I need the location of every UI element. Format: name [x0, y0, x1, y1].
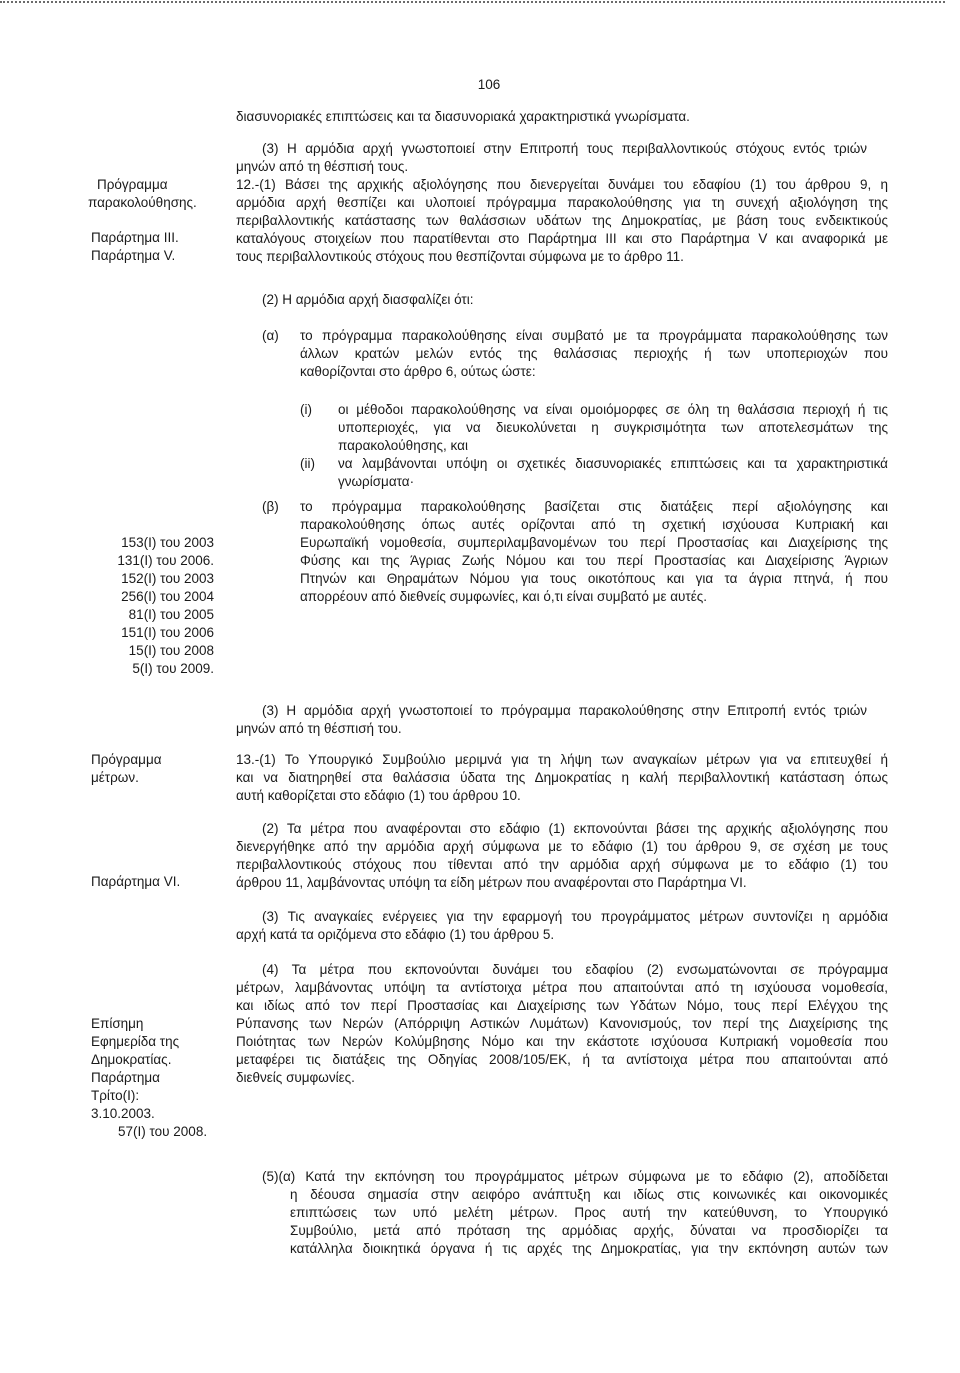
- text-line: 152(I) του 2003: [121, 571, 214, 586]
- text-line: το πρόγραμμα παρακολούθησης βασίζεται στις διατάξεις περί αξιολόγησης και: [300, 499, 888, 514]
- text-line: μηνών από τη θέσπισή τους.: [236, 159, 409, 174]
- text-line: Συμβούλιο, μετά από πρόταση της αρμόδιας αρχής, δύναται να προσδιορίζει τα: [290, 1223, 888, 1238]
- text-line: 15(I) του 2008: [128, 643, 214, 658]
- text-line: Ρύπανσης των Νερών (Απόρριψη Αστικών Λυμάτων) Κανονισμούς, τον περί της Διαχείρισης της: [236, 1016, 888, 1031]
- text-line: Παράρτημα III.: [91, 230, 179, 245]
- text-line: άλλων κρατών μελών εντός της θαλάσσιας περιοχής ή των υποπεριοχών που: [300, 346, 888, 361]
- text-line: (3) Τις αναγκαίες ενέργειες για την εφαρμογή του προγράμματος μέτρων συντονίζει η αρμόδια: [262, 909, 888, 924]
- text-line: Φύσης και της Άγριας Ζωής Νόμου και του περί Προστασίας και Διαχείρισης Άγριων: [300, 553, 888, 568]
- text-line: καταλόγους στοιχείων που παρατίθενται στο Παράρτημα III και στο Παράρτημα V και αναφορικά με: [236, 231, 888, 246]
- margin-note-gazette: [91, 1015, 221, 1123]
- text-line: Πτηνών και Θηραμάτων Νόμου για τους οικοτόπους και για τα άγρια πτηνά, ή που: [300, 571, 888, 586]
- text-line: παρακολούθησης όπως αυτές ορίζονται από τη σχετική ισχύουσα Κυπριακή και: [300, 517, 888, 532]
- text-line: Παράρτημα V.: [91, 248, 176, 263]
- text-line: διενεργήθηκε από την αρμόδια αρχή σύμφωνα με το εδάφιο (1) του άρθρου 9, σε σχέση με τους: [236, 839, 888, 854]
- text-line: επιπτώσεις των υπό μελέτη μέτρων. Προς αυτή την κατεύθυνση, το Υπουργικό: [290, 1205, 888, 1220]
- margin-note-annexes: [91, 229, 221, 265]
- article-13-paragraph-4: [236, 961, 888, 1087]
- text-line: αυτή καθορίζεται στο εδάφιο (1) του άρθρου 10.: [236, 788, 521, 803]
- item-label-alpha: (α): [262, 328, 279, 343]
- item-alpha-text: [300, 327, 888, 381]
- text-line: 13.-(1) Το Υπουργικό Συμβούλιο μεριμνά για τη λήψη των αναγκαίων μέτρων για να επιτευχθεί ή: [236, 752, 888, 767]
- margin-note-law-references: [86, 534, 214, 678]
- text-line: και να διατηρηθεί στα θαλάσσια ύδατα της Δημοκρατίας η καλή περιβαλλοντική κατάσταση όπως: [236, 770, 888, 785]
- text-line: Επίσημη: [91, 1016, 144, 1031]
- margin-note-gazette-law: 57(I) του 2008.: [118, 1124, 208, 1139]
- article-13-paragraph-1: [236, 751, 888, 805]
- text-line: αρμόδια αρχή θεσπίζει και υλοποιεί πρόγραμμα παρακολούθησης για τη συνεχή αξιολόγηση της: [236, 195, 888, 210]
- text-line: 131(I) του 2006.: [117, 553, 214, 568]
- text-line: παρακολούθησης, και: [338, 438, 468, 453]
- text-line: απορρέουν από διεθνείς συμφωνίες, και ό,τι είναι συμβατό με αυτές.: [300, 589, 708, 604]
- text-line: Ευρωπαϊκή νομοθεσία, συμπεριλαμβανομένων του περί Προστασίας και Διαχείρισης της: [300, 535, 888, 550]
- text-line: 3.10.2003.: [91, 1106, 155, 1121]
- text-line: μηνών από τη θέσπισή του.: [236, 721, 402, 736]
- article-12-paragraph-1: [236, 176, 888, 266]
- text-line: Δημοκρατίας.: [91, 1052, 172, 1067]
- text-line: Εφημερίδα της: [91, 1034, 180, 1049]
- item-beta-text: [300, 498, 888, 606]
- text-line: (3) Η αρμόδια αρχή γνωστοποιεί το πρόγραμμα παρακολούθησης στην Επιτροπή εντός τριών: [262, 703, 867, 718]
- article-13-paragraph-3: [236, 908, 888, 944]
- text-line: τους περιβαλλοντικούς στόχους που θεσπίζονται σύμφωνα με το άρθρο 11.: [236, 249, 684, 264]
- text-line: διεθνείς συμφωνίες.: [236, 1070, 355, 1085]
- article-12-paragraph-3: [236, 702, 867, 738]
- text-line: 81(I) του 2005: [128, 607, 214, 622]
- text-line: καθορίζονται στο άρθρο 6, ούτως ώστε:: [300, 364, 536, 379]
- text-line: 153(I) του 2003: [121, 535, 214, 550]
- text-line: Παράρτημα: [91, 1070, 160, 1085]
- text-line: μεταφέρει τις διατάξεις της Οδηγίας 2008/105/ΕΚ, ή τα αντίστοιχα μέτρα που απαιτούνται από: [236, 1052, 888, 1067]
- carryover-line: διασυνοριακές επιπτώσεις και τα διασυνοριακά χαρακτηριστικά γνωρίσματα.: [236, 109, 690, 124]
- text-line: μέτρων, λαμβάνοντας υπόψη τα αντίστοιχα μέτρα που απαιτούνται από τη ισχύουσα νομοθεσία,: [236, 980, 888, 995]
- text-line: Πρόγραμμα: [91, 752, 162, 767]
- article-11-paragraph-3: [236, 140, 867, 176]
- subitem-ii-text: [338, 455, 888, 491]
- text-line: η δέουσα σημασία στην αειφόρο ανάπτυξη και ιδίως στις κοινωνικές και οικονομικές: [290, 1187, 888, 1202]
- margin-note-monitoring-subtitle: παρακολούθησης.: [88, 195, 197, 210]
- text-line: περιβαλλοντικούς στόχους που τίθενται από την αρμόδια αρχή σύμφωνα με το εδάφιο (1) του: [236, 857, 888, 872]
- article-12-paragraph-2: (2) Η αρμόδια αρχή διασφαλίζει ότι:: [262, 292, 474, 307]
- text-line: 5(I) του 2009.: [132, 661, 214, 676]
- text-line: και ιδίως από τον περί Προστασίας και Διαχείρισης των Υδάτων Νόμο, τους περί Ελέγχου της: [236, 998, 888, 1013]
- text-line: μέτρων.: [91, 770, 139, 785]
- subitem-label-ii: (ii): [300, 456, 315, 471]
- margin-note-annex-vi: Παράρτημα VI.: [91, 874, 181, 889]
- text-line: αρχή κατά τα οριζόμενα στο εδάφιο (1) του άρθρου 5.: [236, 927, 555, 942]
- text-line: 12.-(1) Βάσει της αρχικής αξιολόγησης που διενεργείται δυνάμει του εδαφίου (1) του άρθρου 9, η: [236, 177, 888, 192]
- text-line: 256(I) του 2004: [121, 589, 214, 604]
- text-line: 151(I) του 2006: [121, 625, 214, 640]
- subitem-i-text: [338, 401, 888, 455]
- text-line: οι μέθοδοι παρακολούθησης να είναι ομοιόμορφες σε όλη τη θαλάσσια περιοχή ή τις: [338, 402, 888, 417]
- text-line: (3) Η αρμόδια αρχή γνωστοποιεί στην Επιτροπή τους περιβαλλοντικούς στόχους εντός τριών: [262, 141, 867, 156]
- text-line: (2) Τα μέτρα που αναφέρονται στο εδάφιο (1) εκπονούνται βάσει της αρχικής αξιολόγησης που: [262, 821, 888, 836]
- item-label-beta: (β): [262, 499, 279, 514]
- text-line: κατάλληλα διοικητικά όργανα ή τις αρχές της Δημοκρατίας, για την εκπόνηση αυτών των: [290, 1241, 888, 1256]
- subitem-label-i: (i): [300, 402, 312, 417]
- scan-top-edge-artifact: [0, 1, 945, 3]
- text-line: άρθρου 11, λαμβάνοντας υπόψη τα είδη μέτρων που αναφέρονται στο Παράρτημα VI.: [236, 875, 747, 890]
- article-13-paragraph-5a: [236, 1168, 888, 1258]
- text-line: γνωρίσματα·: [338, 474, 415, 489]
- text-line: (4) Τα μέτρα που εκπονούνται δυνάμει του εδαφίου (2) ενσωματώνονται σε πρόγραμμα: [262, 962, 888, 977]
- text-line: Τρίτο(I):: [91, 1088, 140, 1103]
- text-line: περιβαλλοντικής κατάστασης των θαλάσσιων υδάτων της Δημοκρατίας, με βάση τους ενδεικτικούς: [236, 213, 888, 228]
- article-13-paragraph-2: [236, 820, 888, 892]
- margin-note-measures-title: [91, 751, 221, 787]
- text-line: να λαμβάνονται υπόψη οι σχετικές διασυνοριακές επιπτώσεις και τα χαρακτηριστικά: [338, 456, 888, 471]
- text-line: (5)(α) Κατά την εκπόνηση του προγράμματος μέτρων σύμφωνα με το εδάφιο (2), αποδίδεται: [262, 1169, 888, 1184]
- text-line: το πρόγραμμα παρακολούθησης είναι συμβατό με τα προγράμματα παρακολούθησης των: [300, 328, 888, 343]
- text-line: υποπεριοχές, για να διευκολύνεται η συγκρισιμότητα των αποτελεσμάτων της: [338, 420, 888, 435]
- page-number: 106: [477, 77, 501, 92]
- text-line: Ποιότητας των Νερών Κολύμβησης Νόμο και την εκάστοτε ισχύουσα Κυπριακή νομοθεσία που: [236, 1034, 888, 1049]
- margin-note-monitoring-title: Πρόγραμμα: [97, 177, 168, 192]
